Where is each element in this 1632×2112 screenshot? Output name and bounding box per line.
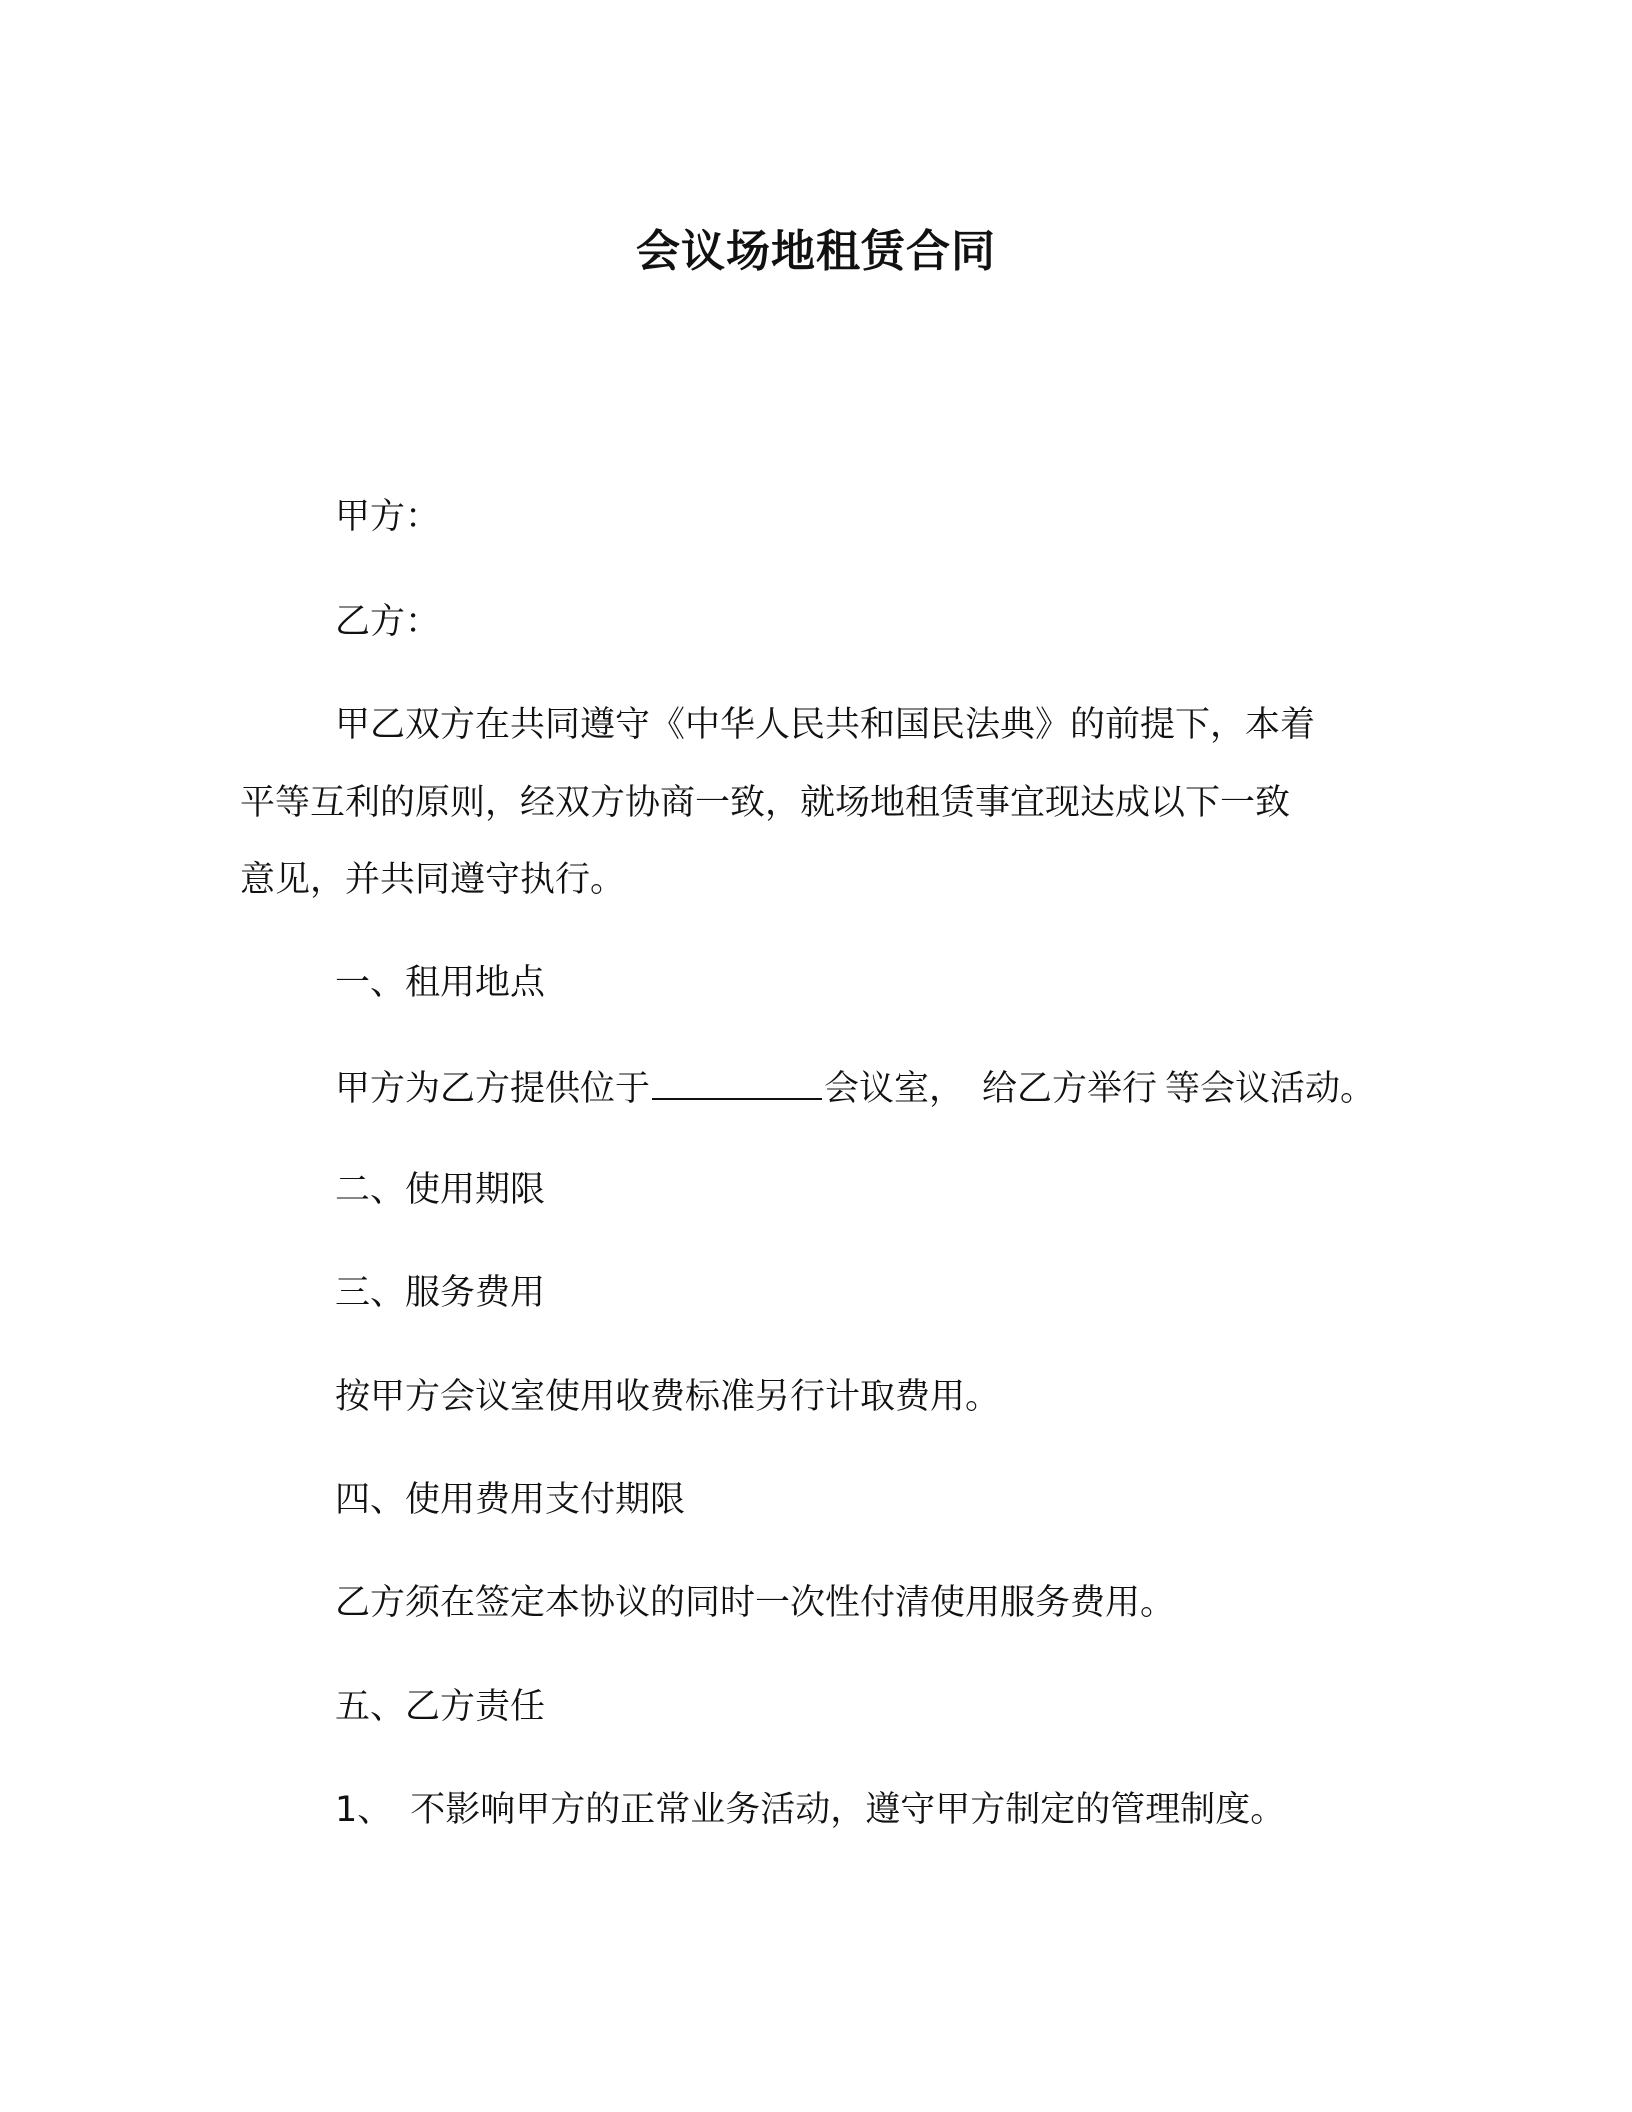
section-4-text: 乙方须在签定本协议的同时一次性付清使用服务费用。 — [335, 1583, 1176, 1623]
party-b-label: 乙方： — [335, 602, 441, 642]
section-4-heading: 四、使用费用支付期限 — [335, 1480, 686, 1520]
section-1-heading: 一、租用地点 — [335, 963, 546, 1003]
item-1-text: 不影响甲方的正常业务活动，遵守甲方制定的管理制度。 — [410, 1790, 1286, 1830]
section-1-text-mid: 会议室， — [824, 1069, 965, 1109]
section-1-text — [335, 1062, 1375, 1114]
section-1-text-end: 等会议活动。 — [1165, 1069, 1376, 1109]
section-1-text-before: 甲方为乙方提供位于 — [335, 1069, 651, 1109]
intro-line-1: 甲乙双方在共同遵守《中华人民共和国民法典》的前提下，本着 — [335, 705, 1316, 745]
document-title: 会议场地租赁合同 — [636, 226, 996, 277]
section-3-text: 按甲方会议室使用收费标准另行计取费用。 — [335, 1377, 1001, 1417]
section-3-heading: 三、服务费用 — [335, 1273, 546, 1313]
location-blank — [652, 1062, 822, 1100]
section-2-heading: 二、使用期限 — [335, 1170, 546, 1210]
intro-line-3: 意见，并共同遵守执行。 — [240, 860, 626, 900]
intro-line-2: 平等互利的原则，经双方协商一致，就场地租赁事宜现达成以下一致 — [240, 783, 1291, 823]
item-1-number: 1、 — [335, 1790, 393, 1830]
section-5-item-1 — [335, 1785, 1285, 1835]
party-a-label: 甲方： — [335, 497, 441, 537]
section-5-heading: 五、乙方责任 — [335, 1687, 546, 1727]
section-1-text-after: 给乙方举行 — [982, 1069, 1158, 1109]
